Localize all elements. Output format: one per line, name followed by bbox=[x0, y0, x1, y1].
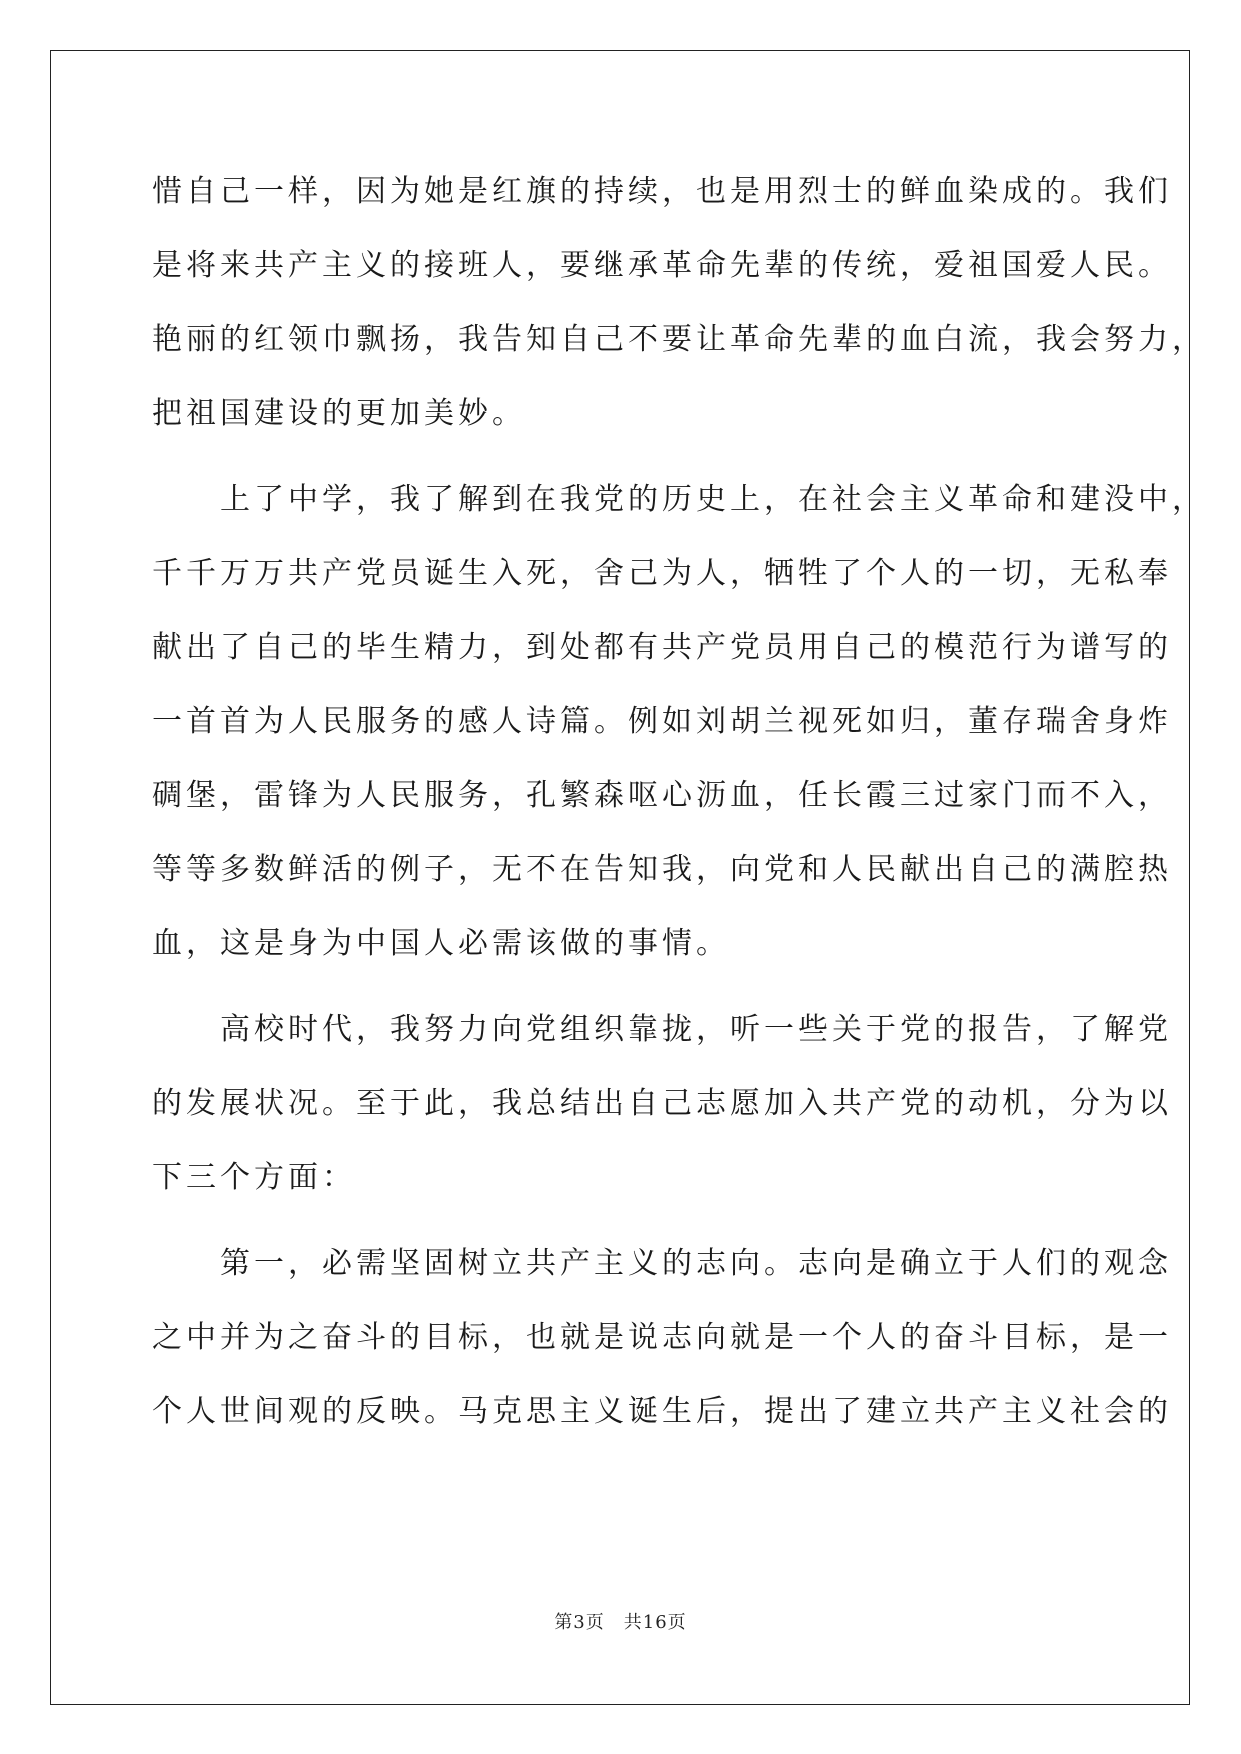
text-line: 献出了自己的毕生精力，到处都有共产党员用自己的模范行为谱写的 bbox=[152, 630, 1172, 665]
text-line: 一首首为人民服务的感人诗篇。例如刘胡兰视死如归，董存瑞舍身炸 bbox=[152, 704, 1172, 739]
text-line: 艳丽的红领巾飘扬，我告知自己不要让革命先辈的血白流，我会努力， bbox=[152, 322, 1206, 357]
page-number-footer: 第3页 共16页 bbox=[554, 1612, 687, 1633]
text-line: 之中并为之奋斗的目标，也就是说志向就是一个人的奋斗目标，是一 bbox=[152, 1320, 1172, 1355]
text-line: 惜自己一样，因为她是红旗的持续，也是用烈士的鲜血染成的。我们 bbox=[152, 174, 1172, 209]
text-line: 血，这是身为中国人必需该做的事情。 bbox=[152, 926, 730, 961]
text-line: 是将来共产主义的接班人，要继承革命先辈的传统，爱祖国爱人民。 bbox=[152, 248, 1172, 283]
text-line: 上了中学，我了解到在我党的历史上，在社会主义革命和建没中， bbox=[152, 482, 1206, 517]
text-line: 高校时代，我努力向党组织靠拢，听一些关于党的报告，了解党 bbox=[152, 1012, 1172, 1047]
text-line: 下三个方面： bbox=[152, 1160, 356, 1195]
text-line: 等等多数鲜活的例子，无不在告知我，向党和人民献出自己的满腔热 bbox=[152, 852, 1172, 887]
text-line: 的发展状况。至于此，我总结出自己志愿加入共产党的动机，分为以 bbox=[152, 1086, 1172, 1121]
text-line: 第一，必需坚固树立共产主义的志向。志向是确立于人们的观念 bbox=[152, 1246, 1172, 1281]
text-line: 千千万万共产党员诞生入死，舍己为人，牺牲了个人的一切，无私奉 bbox=[152, 556, 1172, 591]
text-line: 把祖国建设的更加美妙。 bbox=[152, 396, 526, 431]
text-line: 碉堡，雷锋为人民服务，孔繁森呕心沥血，任长霞三过家门而不入， bbox=[152, 778, 1172, 813]
text-line: 个人世间观的反映。马克思主义诞生后，提出了建立共产主义社会的 bbox=[152, 1394, 1172, 1429]
